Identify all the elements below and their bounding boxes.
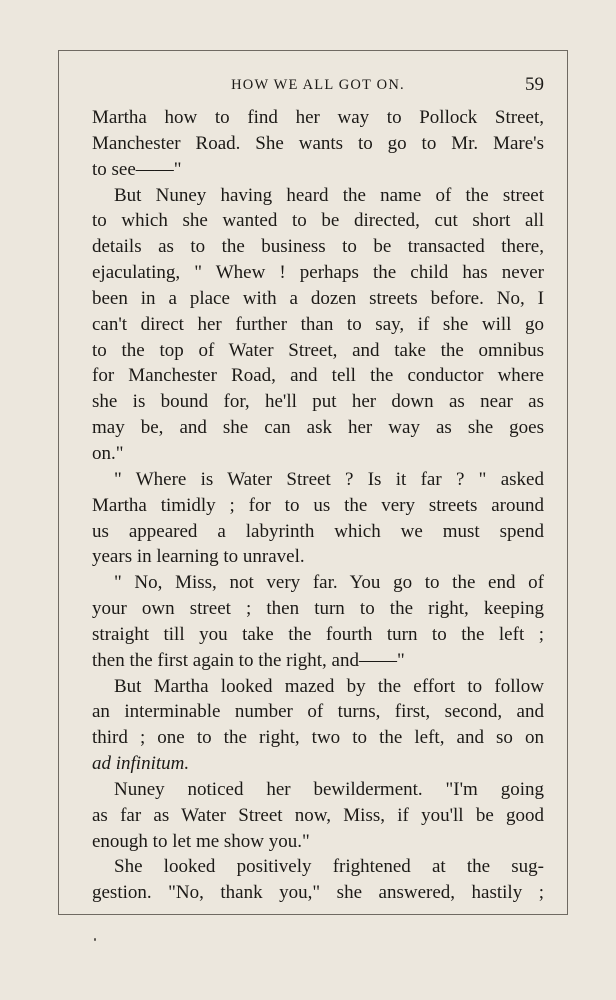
text-line: Manchester Road. She wants to go to Mr. Mare's — [92, 132, 544, 154]
text-line: But Nuney having heard the name of the street — [114, 184, 544, 206]
text-line: to the top of Water Street, and take the omnibus — [92, 339, 544, 361]
text-line: an interminable number of turns, first, second, and — [92, 701, 544, 723]
text-line: to see——" — [92, 158, 182, 180]
text-line: But Martha looked mazed by the effort to follow — [114, 675, 544, 697]
text-line: can't direct her further than to say, if she will go — [92, 313, 544, 335]
text-line: she is bound for, he'll put her down as near as — [92, 391, 544, 413]
text-line: ejaculating, " Whew ! perhaps the child has never — [92, 262, 544, 284]
text-line: as far as Water Street now, Miss, if you'll be good — [92, 804, 544, 826]
text-line: " No, Miss, not very far. You go to the end of — [114, 572, 544, 594]
text-line: may be, and she can ask her way as she goes — [92, 417, 544, 439]
text-line: Martha how to find her way to Pollock Street, — [92, 107, 544, 128]
text-line: us appeared a labyrinth which we must spend — [92, 520, 544, 542]
text-line: enough to let me show you." — [92, 830, 310, 852]
running-title: HOW WE ALL GOT ON. — [231, 77, 405, 93]
text-line: straight till you take the fourth turn to the left ; — [92, 623, 544, 645]
text-line: details as to the business to be transacted there, — [92, 236, 544, 258]
text-line: been in a place with a dozen streets before. No, I — [92, 287, 544, 309]
text-line: on." — [92, 442, 124, 464]
text-line: " Where is Water Street ? Is it far ? " asked — [114, 468, 544, 490]
text-line: ad infinitum. — [92, 753, 190, 775]
body-text — [92, 105, 544, 906]
text-line: to which she wanted to be directed, cut short all — [92, 210, 544, 232]
text-line: your own street ; then turn to the right, keeping — [92, 598, 544, 620]
text-line: gestion. "No, thank you," she answered, hastily ; — [92, 882, 544, 904]
text-line: third ; one to the right, two to the left, and so on — [92, 727, 544, 749]
text-line: Martha timidly ; for to us the very streets around — [92, 494, 544, 516]
running-head — [92, 74, 544, 98]
text-line: years in learning to unravel. — [92, 546, 305, 568]
text-line: She looked positively frightened at the sug- — [114, 856, 544, 878]
ink-speck — [94, 938, 96, 941]
page-number: 59 — [525, 74, 544, 95]
text-line: then the first again to the right, and——" — [92, 649, 405, 671]
text-line: for Manchester Road, and tell the conductor where — [92, 365, 544, 387]
text-line: Nuney noticed her bewilderment. "I'm going — [114, 778, 544, 800]
